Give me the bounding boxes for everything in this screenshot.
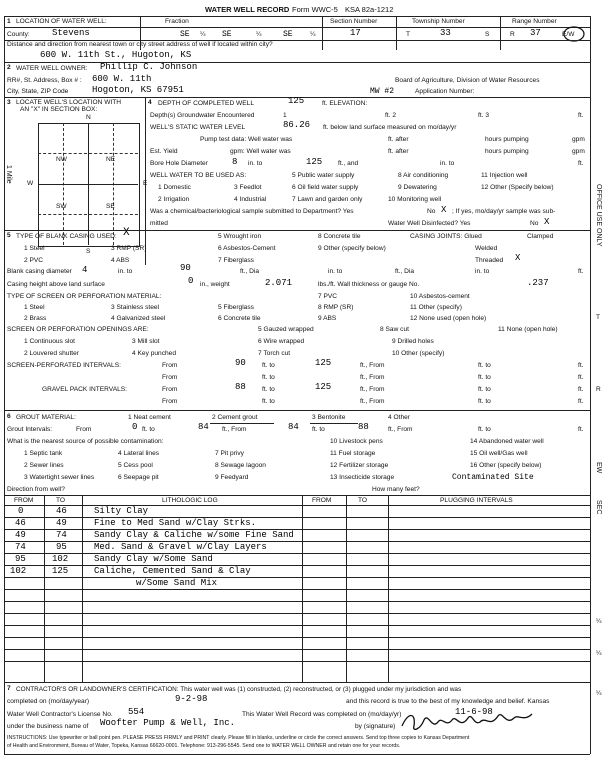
use-item[interactable]: 7 Lawn and garden only xyxy=(292,196,363,203)
screen-item[interactable]: 1 Steel xyxy=(24,304,45,311)
section-value[interactable]: 17 xyxy=(350,28,361,38)
record-value[interactable]: 11-6-98 xyxy=(455,707,493,717)
business-value[interactable]: Woofter Pump & Well, Inc. xyxy=(100,718,236,728)
spi-ftto-3: ft. to xyxy=(262,374,275,381)
use-item[interactable]: 1 Domestic xyxy=(158,184,191,191)
use-item[interactable]: 4 Industrial xyxy=(234,196,267,203)
mw-value[interactable]: MW #2 xyxy=(370,87,395,96)
form-title: WATER WELL RECORD xyxy=(205,5,290,14)
log-row-to[interactable]: 46 xyxy=(56,506,67,516)
range-value[interactable]: 37 xyxy=(530,28,541,38)
location-x-mark[interactable]: X xyxy=(123,227,130,239)
gw-1: 1 xyxy=(283,112,287,119)
spi-from-value[interactable]: 90 xyxy=(235,358,246,368)
opening-item[interactable]: 1 Continuous slot xyxy=(24,338,75,345)
fraction-2[interactable]: SE xyxy=(222,30,232,39)
col-to-2: TO xyxy=(358,497,368,504)
gpi-ftfrom-2: ft., From xyxy=(360,398,385,405)
screen-item[interactable]: 5 Fiberglass xyxy=(218,304,254,311)
casing-label: TYPE OF BLANK CASING USED: xyxy=(16,233,117,240)
gpi-from-value[interactable]: 88 xyxy=(235,382,246,392)
static-value[interactable]: 86.26 xyxy=(283,120,311,130)
log-row-from[interactable]: 102 xyxy=(10,566,27,576)
handwritten-signature xyxy=(398,708,538,734)
chem-label: Was a chemical/bacteriological sample submitted to Department? Yes xyxy=(150,208,354,215)
sidebar-ew: EW xyxy=(595,462,603,474)
gauge-value[interactable]: .237 xyxy=(527,278,549,288)
screen-label: TYPE OF SCREEN OR PERFORATION MATERIAL: xyxy=(7,293,162,300)
spi-ftto-2: ft. to xyxy=(478,362,491,369)
opening-item[interactable]: 4 Key punched xyxy=(132,350,176,357)
log-row-desc[interactable]: w/Some Sand Mix xyxy=(136,578,218,588)
spi-ft: ft. xyxy=(578,362,584,369)
screen-item[interactable]: 6 Concrete tile xyxy=(218,315,261,322)
contamination-item[interactable]: 2 Sewer lines xyxy=(24,462,64,469)
col-to: TO xyxy=(56,497,66,504)
weight-end: lbs./ft. Wall thickness or gauge No. xyxy=(318,281,420,288)
log-row-from[interactable]: 74 xyxy=(15,542,26,552)
diameter-to-value[interactable]: 90 xyxy=(180,263,191,273)
log-row-from[interactable]: 46 xyxy=(15,518,26,528)
casing-item[interactable]: 8 Concrete tile xyxy=(318,233,361,240)
contamination-item[interactable]: 10 Livestock pens xyxy=(330,438,383,445)
contamination-item[interactable]: 3 Watertight sewer lines xyxy=(24,474,95,481)
log-row-to[interactable]: 49 xyxy=(56,518,67,528)
bore-in: in. to xyxy=(248,160,263,167)
range-number-label: Range Number xyxy=(512,18,557,25)
section-1-number: 1 xyxy=(7,18,11,25)
log-row-to[interactable]: 125 xyxy=(52,566,69,576)
owner-label: WATER WELL OWNER: xyxy=(16,65,88,72)
yield-label: Est. Yield xyxy=(150,148,178,155)
office-use-only-label: OFFICE USE ONLY xyxy=(595,184,603,247)
contamination-item[interactable]: 14 Abandoned water well xyxy=(470,438,544,445)
log-row-desc[interactable]: Caliche, Cemented Sand & Clay xyxy=(94,566,251,576)
log-row-desc[interactable]: Fine to Med Sand w/Clay Strks. xyxy=(94,518,257,528)
weight-value[interactable]: 2.071 xyxy=(265,278,293,288)
howmany-label: How many feet? xyxy=(372,486,420,493)
gpi-ftto: ft. to xyxy=(262,386,275,393)
contamination-value[interactable]: Contaminated Site xyxy=(452,473,534,482)
screen-item[interactable]: 3 Stainless steel xyxy=(111,304,160,311)
instructions-line-2: of Health and Environment, Bureau of Water, Topeka, Kansas 66620-0001. Telephone: 913-296-5545. Send one to WATER WELL OWNER and retain one for your records. xyxy=(7,743,401,749)
section-4-number: 4 xyxy=(148,99,152,106)
casing-item[interactable]: 1 Steel xyxy=(24,245,45,252)
application-number-label: Application Number: xyxy=(415,88,475,95)
screen-item[interactable]: 12 None used (open hole) xyxy=(410,315,487,322)
diameter-ft: ft., Dia xyxy=(240,268,260,275)
north-label: N xyxy=(86,114,91,121)
col-from-2: FROM xyxy=(312,497,332,504)
mitted-label: mitted xyxy=(150,220,168,227)
location-label: LOCATION OF WATER WELL: xyxy=(16,18,107,25)
casing-threaded-x[interactable]: X xyxy=(515,253,521,263)
grout-ftfrom: ft., From xyxy=(222,426,247,433)
bore-label: Bore Hole Diameter xyxy=(150,160,208,167)
form-number: Form WWC-5 xyxy=(292,5,338,14)
screen-item[interactable]: 10 Asbestos-cement xyxy=(410,293,470,300)
diameter-ftdia: ft., Dia xyxy=(395,268,415,275)
se-label: SE xyxy=(106,203,115,210)
grout-from-value[interactable]: 0 xyxy=(132,422,138,432)
log-row-from[interactable]: 95 xyxy=(15,554,26,564)
west-label: W xyxy=(27,180,34,187)
use-item[interactable]: 12 Other (Specify below) xyxy=(481,184,554,191)
log-row-from[interactable]: 0 xyxy=(18,506,24,516)
township-t: T xyxy=(406,31,411,38)
completed-label: completed on (mo/day/year) xyxy=(7,698,90,705)
use-item[interactable]: 2 Irrigation xyxy=(158,196,190,203)
casing-welded[interactable]: Welded xyxy=(475,245,498,252)
rr-label: RR#, St. Address, Box # : xyxy=(7,77,82,84)
col-from: FROM xyxy=(14,497,34,504)
township-s: S xyxy=(485,31,490,38)
disinfected-no: No xyxy=(530,220,539,227)
yield-gpm: gpm: Well water was xyxy=(230,148,291,155)
gw-2: ft. 2 xyxy=(385,112,396,119)
use-item[interactable]: 11 Injection well xyxy=(481,172,528,179)
grout-ftfrom-2: ft., From xyxy=(388,426,413,433)
south-label: S xyxy=(86,248,91,255)
contamination-label: What is the nearest source of possible contamination: xyxy=(7,438,164,445)
use-item[interactable]: 10 Monitoring well xyxy=(388,196,442,203)
screen-item[interactable]: 4 Galvanized steel xyxy=(111,315,166,322)
nw-label: NW xyxy=(56,156,67,163)
record-label: This Water Well Record was completed on (mo/day/yr) xyxy=(242,711,402,718)
section-number-label: Section Number xyxy=(330,18,378,25)
pump-label: Pump test data: Well water was xyxy=(200,136,293,143)
grout-item[interactable]: 4 Other xyxy=(388,414,410,421)
address-value[interactable]: 600 W. 11th St., Hugoton, KS xyxy=(40,50,192,60)
static-end: ft. below land surface measured on mo/day/yr xyxy=(323,124,457,131)
section-2-number: 2 xyxy=(7,64,11,71)
use-item[interactable]: 3 Feedlot xyxy=(234,184,262,191)
screen-item[interactable]: 11 Other (specify) xyxy=(410,304,462,311)
use-label: WELL WATER TO BE USED AS: xyxy=(150,172,247,179)
fraction-1[interactable]: SE xyxy=(180,30,190,39)
township-number-label: Township Number xyxy=(412,18,465,25)
col-plugging-intervals: PLUGGING INTERVALS xyxy=(440,497,513,504)
height-label: Casing height above land surface xyxy=(7,281,105,288)
ne-label: NE xyxy=(106,156,116,163)
log-row-desc[interactable]: Sandy Clay & Caliche w/some Fine Sand xyxy=(94,530,294,540)
chem-no-x[interactable]: X xyxy=(441,205,447,215)
spi-ftfrom-2: ft., From xyxy=(360,374,385,381)
depth-label: DEPTH OF COMPLETED WELL xyxy=(158,100,254,107)
screen-item[interactable]: 2 Brass xyxy=(24,315,47,322)
yield-hours: hours pumping xyxy=(485,148,529,155)
gpi-to-value[interactable]: 125 xyxy=(315,382,332,392)
casing-item[interactable]: 2 PVC xyxy=(24,257,44,264)
log-row-to[interactable]: 95 xyxy=(56,542,67,552)
spi-from: From xyxy=(162,362,178,369)
grout-item-selected[interactable]: 3 Bentonite xyxy=(312,414,346,421)
section-6-number: 6 xyxy=(7,413,11,420)
disinfected-label: Water Well Disinfected? Yes xyxy=(388,220,471,227)
diameter-in-to-2: in. to xyxy=(475,268,490,275)
sidebar-quarter: ¼ xyxy=(596,618,602,625)
spi-from-2: From xyxy=(162,374,178,381)
contamination-item[interactable]: 6 Seepage pit xyxy=(118,474,159,481)
use-item[interactable]: 8 Air conditioning xyxy=(398,172,449,179)
sidebar-sec: SEC xyxy=(595,500,603,515)
direction-label: Direction from well? xyxy=(7,486,65,493)
mile-label: 1 Mile xyxy=(5,165,13,184)
gw-end: ft. xyxy=(578,112,584,119)
contamination-item[interactable]: 1 Septic tank xyxy=(24,450,63,457)
gpi-ftto-3: ft. to xyxy=(262,398,275,405)
grout-ftto-3: ft. to xyxy=(478,426,491,433)
instructions-line-1: INSTRUCTIONS: Use typewriter or ball point pen. PLEASE PRESS FIRMLY and PRINT clearly. Please fill in blanks, underline or circle the correct answers. Send top three copies to Kansas Department xyxy=(7,735,470,741)
grout-to-value-2[interactable]: 88 xyxy=(358,422,369,432)
gpi-from-2: From xyxy=(162,398,178,405)
elevation-label: ft. ELEVATION: xyxy=(322,100,368,107)
ksa-reference: KSA 82a-1212 xyxy=(345,5,394,14)
license-value[interactable]: 554 xyxy=(128,707,145,717)
diameter-in: in. to xyxy=(118,268,133,275)
contamination-item[interactable]: 9 Feedyard xyxy=(215,474,249,481)
diameter-value[interactable]: 4 xyxy=(82,265,88,275)
gpi-ftto-4: ft. to xyxy=(478,398,491,405)
section-3-number: 3 xyxy=(7,99,11,106)
log-row-to[interactable]: 102 xyxy=(52,554,69,564)
fraction-3[interactable]: SE xyxy=(283,30,293,39)
static-label: WELL'S STATIC WATER LEVEL xyxy=(150,124,246,131)
casing-item[interactable]: 5 Wrought iron xyxy=(218,233,262,240)
screen-item[interactable]: 7 PVC xyxy=(318,293,338,300)
yield-ft-after: ft. after xyxy=(388,148,409,155)
bore-value[interactable]: 8 xyxy=(232,157,238,167)
pump-ft-after: ft. after xyxy=(388,136,409,143)
contamination-item[interactable]: 11 Fuel storage xyxy=(330,450,376,457)
contamination-item[interactable]: 4 Lateral lines xyxy=(118,450,160,457)
contamination-item[interactable]: 12 Fertilizer storage xyxy=(330,462,389,469)
sw-label: SW xyxy=(56,203,67,210)
log-row-desc[interactable]: Sandy Clay w/Some Sand xyxy=(94,554,213,564)
section-7-number: 7 xyxy=(7,685,11,692)
gpi-ftto-2: ft. to xyxy=(478,386,491,393)
quarter-mark: ¼ xyxy=(310,31,316,38)
board-label: Board of Agriculture, Division of Water Resources xyxy=(395,77,540,84)
contamination-item[interactable]: 5 Cess pool xyxy=(118,462,153,469)
casing-item[interactable]: 7 Fiberglass xyxy=(218,257,254,264)
range-r: R xyxy=(510,31,515,38)
contamination-item[interactable]: 16 Other (specify below) xyxy=(470,462,542,469)
city-label: City, State, ZIP Code xyxy=(7,88,69,95)
opening-item[interactable]: 7 Torch cut xyxy=(258,350,291,357)
col-lithologic-log: LITHOLOGIC LOG xyxy=(162,497,218,504)
grout-intervals-label: Grout Intervals: xyxy=(7,426,53,433)
east-label: E xyxy=(143,180,148,187)
spi-ftto: ft. to xyxy=(262,362,275,369)
quarter-mark: ¼ xyxy=(200,31,206,38)
business-label: under the business name of xyxy=(7,723,89,730)
use-item[interactable]: 6 Oil field water supply xyxy=(292,184,359,191)
sidebar-quarter: ¼ xyxy=(596,690,602,697)
opening-item[interactable]: 3 Mill slot xyxy=(132,338,160,345)
grout-item[interactable]: 1 Neat cement xyxy=(128,414,171,421)
log-row-desc[interactable]: Med. Sand & Gravel w/Clay Layers xyxy=(94,542,267,552)
spi-ftfrom: ft., From xyxy=(360,362,385,369)
yield-gpm-end: gpm xyxy=(572,148,585,155)
pump-gpm: gpm xyxy=(572,136,585,143)
screen-item[interactable]: 8 RMP (SR) xyxy=(318,304,354,311)
diameter-label: Blank casing diameter xyxy=(7,268,72,275)
casing-item[interactable]: 9 Other (specify below) xyxy=(318,245,386,252)
pump-hours: hours pumping xyxy=(485,136,529,143)
owner-name[interactable]: Phillip C. Johnson xyxy=(100,62,198,72)
log-row-from[interactable]: 49 xyxy=(15,530,26,540)
opening-item[interactable]: 11 None (open hole) xyxy=(498,326,558,333)
contamination-item[interactable]: 13 Insecticide storage xyxy=(330,474,395,481)
grout-ft: ft. xyxy=(578,426,584,433)
bore-in-2: in. to xyxy=(440,160,455,167)
opening-item[interactable]: 8 Saw cut xyxy=(380,326,409,333)
grout-to-value[interactable]: 84 xyxy=(198,422,209,432)
casing-item[interactable]: 4 ABS xyxy=(111,257,130,264)
completed-value[interactable]: 9-2-98 xyxy=(175,694,208,704)
gpi-label: GRAVEL PACK INTERVALS: xyxy=(42,386,128,393)
locate-label-2: AN "X" IN SECTION BOX: xyxy=(20,106,98,113)
bore-ft-2: ft. xyxy=(578,160,584,167)
signature-label: by (signature) xyxy=(355,723,396,730)
sidebar-t: T xyxy=(596,314,601,321)
openings-label: SCREEN OR PERFORATION OPENINGS ARE: xyxy=(7,326,149,333)
spi-to-value[interactable]: 125 xyxy=(315,358,332,368)
log-row-desc[interactable]: Silty Clay xyxy=(94,506,149,516)
casing-joints-label: CASING JOINTS: Glued xyxy=(410,233,482,240)
contamination-item[interactable]: 15 Oil well/Gas well xyxy=(470,450,528,457)
height-value[interactable]: 0 xyxy=(188,276,194,286)
use-item[interactable]: 5 Public water supply xyxy=(292,172,355,179)
opening-item[interactable]: 2 Louvered shutter xyxy=(24,350,79,357)
disinfected-x[interactable]: X xyxy=(544,217,550,227)
spi-ftto-4: ft. to xyxy=(478,374,491,381)
depth-value[interactable]: 125 xyxy=(288,96,305,106)
contamination-item[interactable]: 8 Sewage lagoon xyxy=(215,462,266,469)
locate-label: LOCATE WELL'S LOCATION WITH xyxy=(16,99,122,106)
sidebar-r: R xyxy=(596,386,601,393)
true-label: and this record is true to the best of my knowledge and belief. Kansas xyxy=(346,698,550,705)
sidebar-quarter: ¼ xyxy=(596,650,602,657)
opening-item[interactable]: 9 Drilled holes xyxy=(392,338,434,345)
gpi-ftfrom: ft., From xyxy=(360,386,385,393)
gpi-from: From xyxy=(162,386,178,393)
log-row-to[interactable]: 74 xyxy=(56,530,67,540)
diameter-ft-end: ft. xyxy=(578,268,584,275)
opening-item[interactable]: 5 Gauzed wrapped xyxy=(258,326,314,333)
grout-from: From xyxy=(76,426,92,433)
groundwater-label: Depth(s) Groundwater Encountered xyxy=(150,112,255,119)
quarter-mark: ¼ xyxy=(256,31,262,38)
casing-threaded[interactable]: Threaded xyxy=(475,257,504,264)
diameter-in-to: in. to xyxy=(328,268,343,275)
gw-3: ft. 3 xyxy=(478,112,489,119)
casing-item[interactable]: 3 RMP (SR) xyxy=(111,245,147,252)
grout-from-value-2[interactable]: 84 xyxy=(288,422,299,432)
chem-label-2: ; If yes, mo/day/yr sample was sub- xyxy=(452,208,556,215)
grout-ftto: ft. to xyxy=(142,426,155,433)
grout-ftto-2: ft. to xyxy=(312,426,325,433)
township-value[interactable]: 33 xyxy=(440,28,451,38)
casing-item[interactable]: 6 Asbestos-Cement xyxy=(218,245,276,252)
east-west: E/W xyxy=(562,31,575,38)
opening-item[interactable]: 6 Wire wrapped xyxy=(258,338,305,345)
county-value[interactable]: Stevens xyxy=(52,28,90,38)
bore-ft: ft., and xyxy=(338,160,359,167)
fraction-label: Fraction xyxy=(165,18,189,25)
license-label: Water Well Contractor's License No. xyxy=(7,711,113,718)
contamination-item[interactable]: 7 Pit privy xyxy=(215,450,244,457)
gpi-ft: ft. xyxy=(578,386,584,393)
rr-value[interactable]: 600 W. 11th xyxy=(92,74,152,84)
spi-ft-2: ft. xyxy=(578,374,584,381)
opening-item[interactable]: 10 Other (specify) xyxy=(392,350,445,357)
casing-clamped[interactable]: Clamped xyxy=(527,233,554,240)
city-value[interactable]: Hogoton, KS 67951 xyxy=(92,85,184,95)
height-in: in., weight xyxy=(200,281,230,288)
distance-label: Distance and direction from nearest town or city street address of well if located within city? xyxy=(7,41,273,48)
screen-item[interactable]: 9 ABS xyxy=(318,315,337,322)
grout-label: GROUT MATERIAL: xyxy=(16,414,76,421)
grout-item-selected[interactable]: 2 Cement grout xyxy=(212,414,258,421)
spi-label: SCREEN-PERFORATED INTERVALS: xyxy=(7,362,121,369)
certification-label: CONTRACTOR'S OR LANDOWNER'S CERTIFICATION: This water well was (1) constructed, (2) reconstructed, or (3) plugged under my jurisdiction and was xyxy=(16,686,462,693)
bore-to-value[interactable]: 125 xyxy=(306,157,323,167)
use-item[interactable]: 9 Dewatering xyxy=(398,184,437,191)
chem-no: No xyxy=(427,208,436,215)
section-5-number: 5 xyxy=(7,232,11,239)
gpi-ft-2: ft. xyxy=(578,398,584,405)
county-label: County: xyxy=(7,31,30,38)
